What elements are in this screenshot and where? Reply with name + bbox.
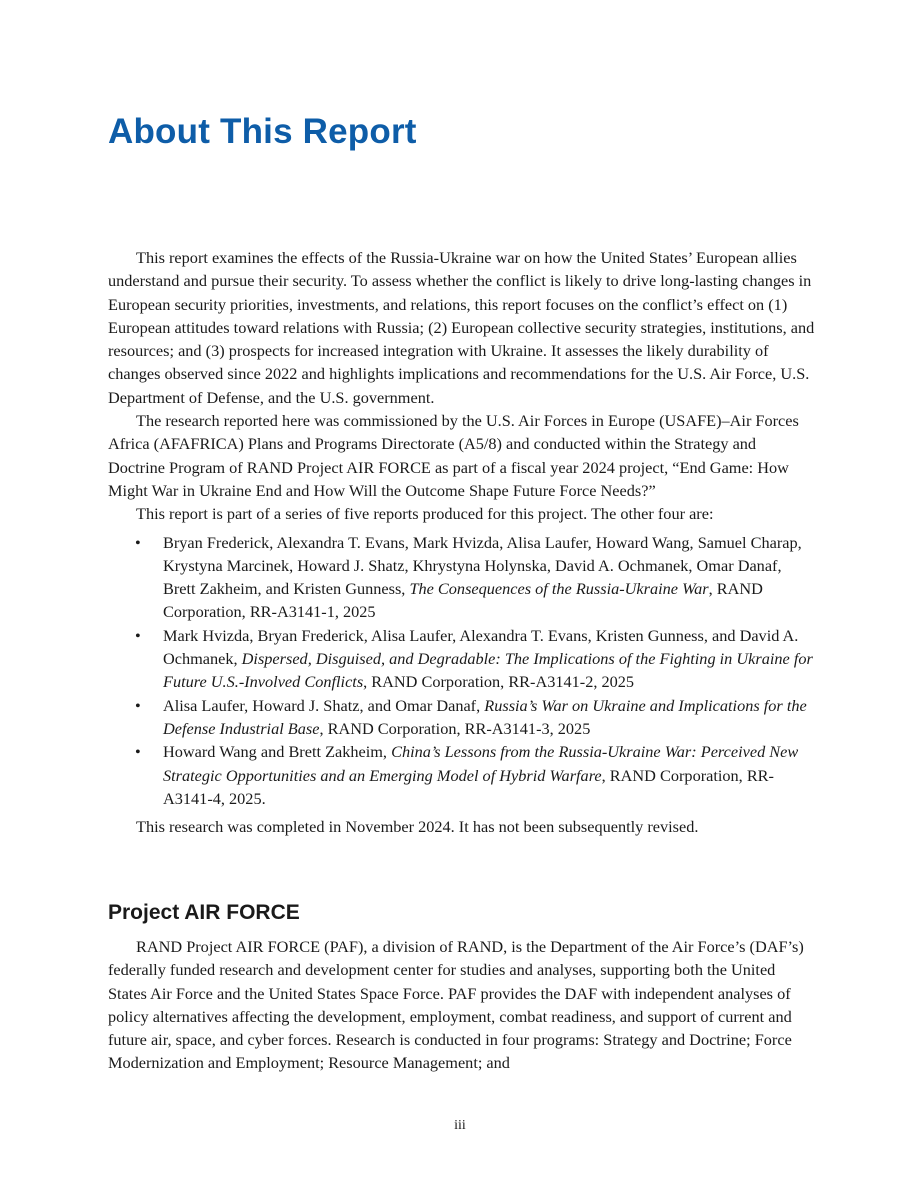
bullet-icon: • — [135, 742, 141, 762]
list-item — [108, 624, 816, 694]
item-authors: Howard Wang and Brett Zakheim, — [163, 742, 388, 762]
intro-paragraph-2: The research reported here was commissioned by the U.S. Air Forces in Europe (USAFE)–Air Forces Africa (AFAFRICA) Plans and Programs Directorate (A5/8) and conducted within the Strategy and Doctrine Program of RAND Project AIR FORCE as part of a fiscal year 2024 project, “End Game: How Might War in Ukraine End and How Will the Outcome Shape Future Force Needs?” — [108, 411, 799, 500]
intro-paragraph-1: This report examines the effects of the Russia-Ukraine war on how the United States’ European allies understand and pursue their security. To assess whether the conflict is likely to drive long-lasting changes in European security priorities, investments, and relations, this report focuses on the conflict’s effect on (1) European attitudes toward relations with Russia; (2) European collective security strategies, institutions, and resources; and (3) prospects for increased integration with Ukraine. It assesses the likely durability of changes observed since 2022 and highlights implications and recommendations for the U.S. Air Force, U.S. Department of Defense, and the U.S. government. — [108, 248, 815, 407]
bullet-icon: • — [135, 532, 141, 552]
item-authors: Bryan Frederick, Alexandra T. Evans, Mark Hvizda, Alisa Laufer, Howard Wang, Samuel Charap, Krystyna Marcinek, Howard J. Shatz, Khrystyna Holynska, David A. Ochmanek, Omar Danaf, Brett Zakheim, and Kristen Gunness, — [163, 532, 802, 599]
item-title: The Consequences of the Russia-Ukraine War — [409, 579, 709, 599]
bullet-icon: • — [135, 625, 141, 645]
intro-paragraph-4: This research was completed in November 2024. It has not been subsequently revised. — [136, 817, 699, 837]
bullet-icon: • — [135, 695, 141, 715]
item-title: Dispersed, Disguised, and Degradable: The Implications of the Fighting in Ukraine for Future U.S.-Involved Conflicts — [163, 649, 813, 692]
item-title: China’s Lessons from the Russia-Ukraine War: Perceived New Strategic Opportunities and an Emerging Model of Hybrid Warfare — [163, 742, 799, 785]
list-item — [108, 740, 816, 810]
item-authors: Alisa Laufer, Howard J. Shatz, and Omar Danaf, — [163, 695, 481, 715]
list-item — [108, 531, 816, 624]
paf-paragraph-1: RAND Project AIR FORCE (PAF), a division of RAND, is the Department of the Air Force’s (DAF’s) federally funded research and development center for studies and analyses, supporting both the United States Air Force and the United States Space Force. PAF provides the DAF with independent analyses of policy alternatives affecting the development, employment, combat readiness, and support of current and future air, space, and cyber forces. Research is conducted in four programs: Strategy and Doctrine; Force Modernization and Employment; Resource Management; and — [108, 937, 804, 1073]
paf-section — [108, 935, 816, 1075]
report-series-list — [108, 531, 816, 811]
intro-section — [108, 246, 816, 838]
item-publisher: , RAND Corporation, RR-A3141-3, 2025 — [319, 718, 591, 738]
list-item — [108, 694, 816, 741]
intro-paragraph-3: This report is part of a series of five reports produced for this project. The other four are: — [136, 504, 714, 524]
item-authors: Mark Hvizda, Bryan Frederick, Alisa Laufer, Alexandra T. Evans, Kristen Gunness, and David A. Ochmanek, — [163, 625, 799, 669]
section-heading-paf: Project AIR FORCE — [108, 901, 300, 924]
page-number: iii — [454, 1118, 466, 1133]
page-title: About This Report — [108, 112, 417, 151]
item-publisher: , RAND Corporation, RR-A3141-4, 2025. — [163, 765, 774, 808]
item-publisher: , RAND Corporation, RR-A3141-2, 2025 — [363, 672, 635, 692]
item-title: Russia’s War on Ukraine and Implications for the Defense Industrial Base — [163, 695, 807, 738]
item-publisher: , RAND Corporation, RR-A3141-1, 2025 — [163, 579, 763, 622]
